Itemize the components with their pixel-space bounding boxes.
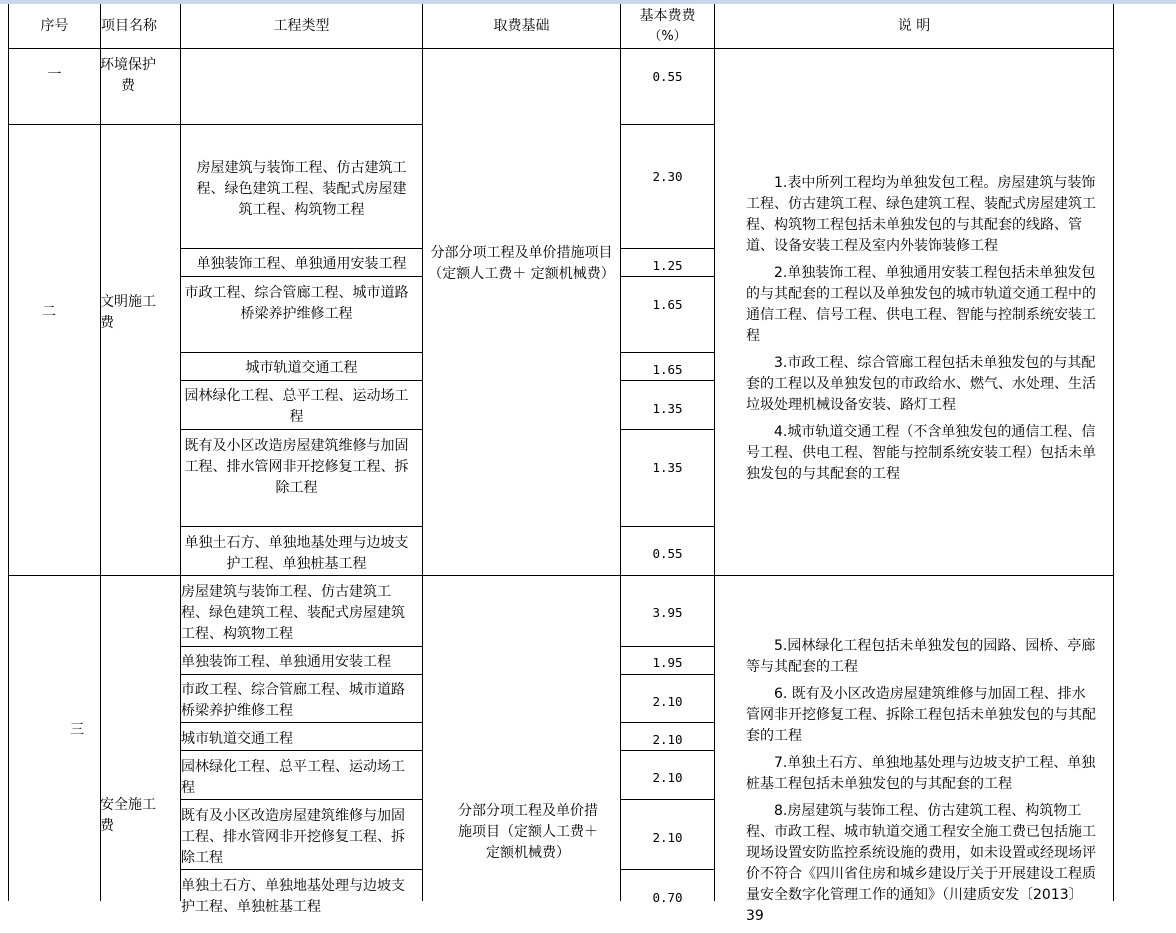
grid-line — [180, 750, 422, 751]
grid-line — [8, 48, 1114, 49]
civil-rate: 1.35 — [652, 401, 683, 416]
grid-line — [620, 869, 714, 870]
grid-line — [620, 799, 714, 800]
note-item: 1.表中所列工程均为单独发包工程。房屋建筑与装饰工程、仿古建筑工程、绿色建筑工程、装配式房屋建筑工程、构筑物工程包括未单独发包的与其配套的线路、管道、设备安装工程及室内外装饰装修工程 — [746, 175, 1096, 254]
grid-line — [620, 674, 714, 675]
grid-line — [8, 575, 1114, 576]
grid-line — [180, 646, 422, 647]
safety-rate: 0.70 — [652, 890, 683, 905]
grid-line — [180, 799, 422, 800]
safety-type: 城市轨道交通工程 — [181, 731, 293, 747]
civil-rate: 1.65 — [652, 362, 683, 377]
grid-line — [8, 124, 422, 125]
grid-line — [180, 248, 422, 249]
notes-upper — [746, 173, 1098, 491]
grid-line — [620, 124, 714, 125]
sheet-outside-area — [1114, 4, 1176, 901]
civil-rate: 1.35 — [652, 460, 683, 475]
civil-type: 单独装饰工程、单独通用安装工程 — [196, 256, 407, 272]
civil-type: 市政工程、综合管廊工程、城市道路桥梁养护维修工程 — [184, 285, 409, 322]
safety-rate: 2.10 — [652, 770, 683, 785]
note-item: 2.单独装饰工程、单独通用安装工程包括未单独发包的与其配套的工程以及单独发包的城市轨道交通工程中的通信工程、信号工程、供电工程、智能与控制系统安装工程 — [746, 265, 1096, 344]
grid-line — [620, 380, 714, 381]
civil-type: 既有及小区改造房屋建筑维修与加固工程、排水管网非开挖修复工程、拆除工程 — [184, 438, 409, 496]
safety-type: 单独土石方、单独地基处理与边坡支护工程、单独桩基工程 — [181, 878, 405, 915]
civil-rate: 0.55 — [652, 546, 683, 561]
grid-line — [714, 4, 715, 901]
grid-line — [422, 4, 423, 901]
grid-line — [180, 722, 422, 723]
safety-name: 安全施工费 — [100, 797, 156, 834]
header-name: 项目名称 — [101, 18, 157, 34]
grid-line — [620, 248, 714, 249]
grid-line — [620, 276, 714, 277]
safety-type: 市政工程、综合管廊工程、城市道路桥梁养护维修工程 — [181, 682, 405, 719]
civil-type: 房屋建筑与装饰工程、仿古建筑工程、绿色建筑工程、装配式房屋建筑工程、构筑物工程 — [196, 160, 407, 218]
grid-line — [620, 429, 714, 430]
safety-type: 既有及小区改造房屋建筑维修与加固工程、排水管网非开挖修复工程、拆除工程 — [181, 808, 405, 866]
civil-basis: 分部分项工程及单价措施项目（定额人工费＋ 定额机械费） — [428, 245, 615, 282]
civil-rate: 1.65 — [652, 297, 683, 312]
grid-line — [180, 380, 422, 381]
grid-line — [620, 722, 714, 723]
header-type: 工程类型 — [273, 18, 330, 34]
civil-type: 城市轨道交通工程 — [245, 360, 358, 376]
header-rate-line2: （%） — [648, 29, 687, 44]
civil-name: 文明施工费 — [100, 294, 156, 331]
safety-rate: 1.95 — [652, 655, 683, 670]
note-item: 4.城市轨道交通工程（不含单独发包的通信工程、信号工程、供电工程、智能与控制系统安装工程）包括未单独发包的与其配套的工程 — [746, 424, 1096, 482]
env-rate: 0.55 — [652, 69, 683, 84]
note-item: 8.房屋建筑与装饰工程、仿古建筑工程、构筑物工程、市政工程、城市轨道交通工程安全施工费已包括施工现场设置安防监控系统设施的费用，如未设置或经现场评价不符合《四川省住房和城乡建设厅关于开展建设工程质量安全数字化管理工作的通知》（川建质安发〔2013〕39 — [746, 803, 1096, 924]
safety-rate: 2.10 — [652, 732, 683, 747]
header-basis: 取费基础 — [493, 18, 550, 34]
safety-type: 房屋建筑与装饰工程、仿古建筑工程、绿色建筑工程、装配式房屋建筑工程、构筑物工程 — [181, 584, 405, 642]
grid-line — [180, 429, 422, 430]
safety-no: 三 — [70, 722, 84, 738]
note-item: 3.市政工程、综合管廊工程包括未单独发包的与其配套的工程以及单独发包的市政给水、燃气、水处理、生活垃圾处理机械设备安装、路灯工程 — [746, 355, 1096, 413]
civil-type: 单独土石方、单独地基处理与边坡支护工程、单独桩基工程 — [184, 535, 409, 572]
grid-line — [180, 276, 422, 277]
safety-type: 单独装饰工程、单独通用安装工程 — [181, 654, 391, 670]
safety-type: 园林绿化工程、总平工程、运动场工程 — [181, 759, 405, 796]
safety-rate: 3.95 — [652, 605, 683, 620]
grid-line — [100, 4, 101, 901]
safety-rate: 2.10 — [652, 830, 683, 845]
notes-lower — [746, 636, 1098, 933]
note-item: 5.园林绿化工程包括未单独发包的园路、园桥、亭廊等与其配套的工程 — [746, 638, 1096, 675]
civil-rate: 2.30 — [652, 169, 683, 184]
civil-no: 二 — [42, 304, 56, 320]
grid-line — [620, 646, 714, 647]
grid-line — [180, 869, 422, 870]
header-no: 序号 — [40, 18, 69, 34]
civil-type: 园林绿化工程、总平工程、运动场工程 — [184, 388, 409, 425]
civil-rate: 1.25 — [652, 258, 683, 273]
note-item: 6. 既有及小区改造房屋建筑维修与加固工程、排水管网非开挖修复工程、拆除工程包括未单独发包的与其配套的工程 — [746, 686, 1096, 744]
env-name: 环境保护费 — [100, 57, 156, 94]
grid-line — [620, 526, 714, 527]
safety-basis: 分部分项工程及单价措施项目（定额人工费＋定额机械费） — [458, 803, 598, 861]
grid-line — [620, 750, 714, 751]
grid-line — [180, 674, 422, 675]
grid-line — [180, 352, 422, 353]
grid-line — [8, 4, 9, 901]
note-item: 7.单独土石方、单独地基处理与边坡支护工程、单独桩基工程包括未单独发包的与其配套的工程 — [746, 755, 1096, 792]
header-rate-line1: 基本费费 — [639, 8, 696, 24]
header-note: 说 明 — [897, 18, 931, 34]
safety-rate: 2.10 — [652, 694, 683, 709]
sheet-top-bar — [0, 0, 1176, 4]
grid-line — [620, 352, 714, 353]
grid-line — [180, 526, 422, 527]
env-no: 一 — [47, 67, 62, 83]
